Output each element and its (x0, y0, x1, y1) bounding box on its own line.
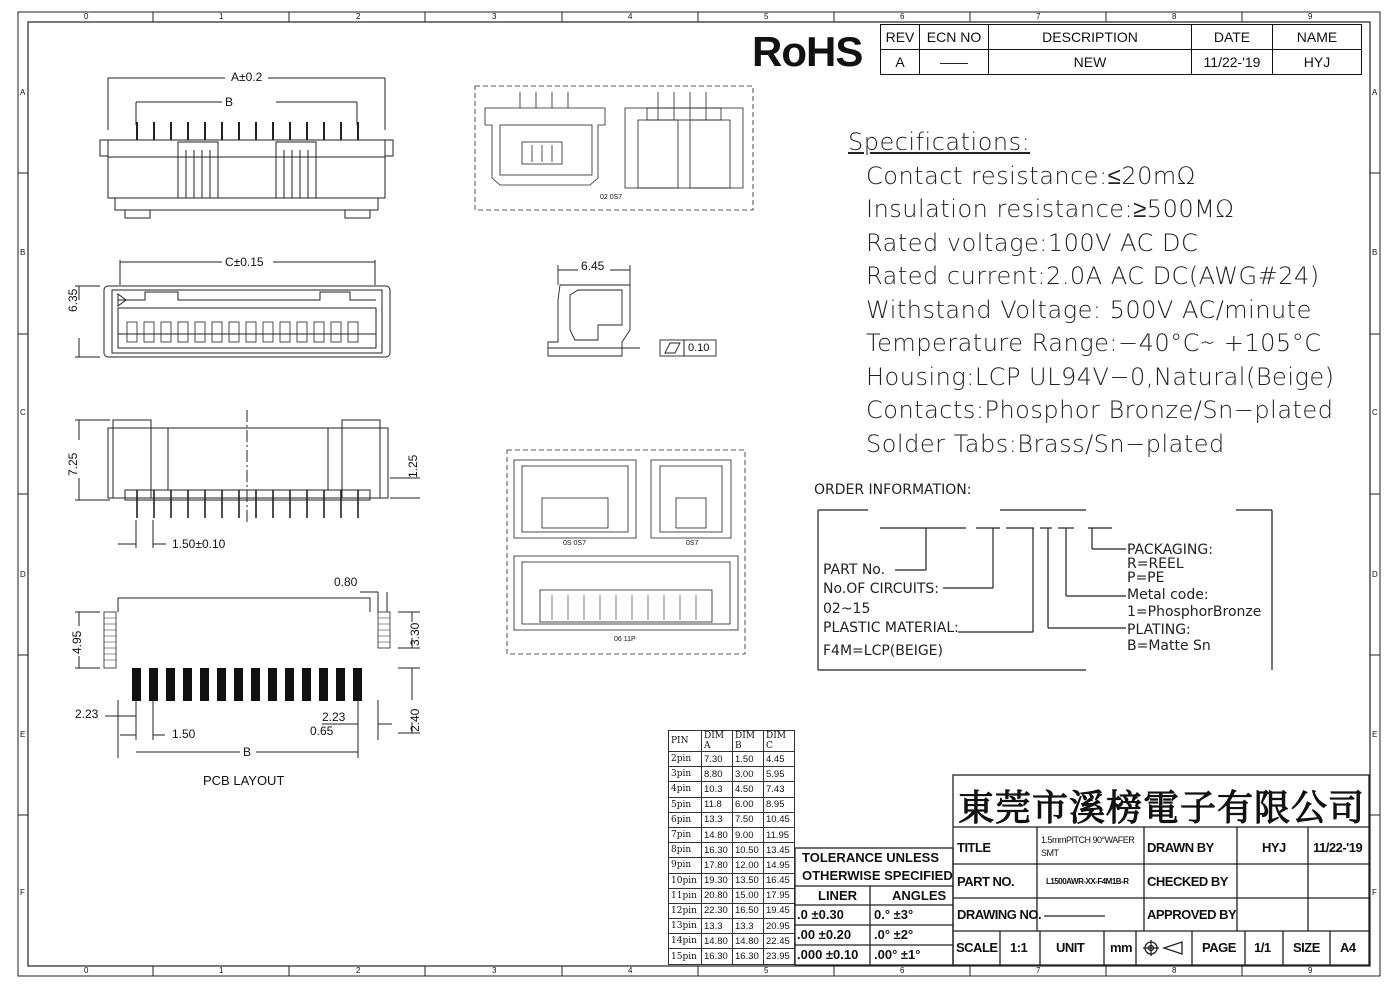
order-plating-value: B=Matte Sn (1127, 638, 1211, 654)
dim-c-cell: 14.95 (764, 858, 795, 873)
zone-col-label: 8 (1172, 966, 1177, 975)
zone-row-label: A (20, 88, 26, 97)
dim-pitch-label: 1.50±0.10 (172, 537, 226, 551)
dim-2-23-left-label: 2.23 (75, 707, 99, 721)
zone-row-label: F (20, 888, 25, 897)
dim-c-cell: 5.95 (764, 767, 795, 782)
zone-col-label: 3 (492, 12, 497, 21)
name-cell: HYJ (1273, 50, 1362, 75)
pin-count-cell: 11pin (669, 888, 702, 903)
dim-c-cell: 8.95 (764, 797, 795, 812)
pin-count-cell: 5pin (669, 797, 702, 812)
dim-a-cell: 16.30 (702, 949, 733, 964)
dim-b-cell: 7.50 (733, 812, 764, 827)
dim-table-row (669, 827, 795, 842)
dim-3-30-label: 3.30 (408, 622, 422, 646)
dim-a-cell: 22.30 (702, 903, 733, 918)
dim-b-cell: 1.50 (733, 752, 764, 767)
company-name: 東莞市溪榜電子有限公司 (958, 788, 1366, 829)
dim-b-label: B (225, 95, 234, 109)
flatness-value: 0.10 (688, 342, 710, 354)
pin-count-cell: 15pin (669, 949, 702, 964)
dim-table-row (669, 782, 795, 797)
spec-line: Temperature Range:−40°C∼ +105°C (866, 329, 1322, 357)
unit-label: UNIT (1056, 940, 1085, 955)
dim-4-95-label: 4.95 (70, 630, 84, 654)
size-value: A4 (1340, 940, 1356, 955)
pin-dimension-table (668, 730, 795, 965)
pin-count-cell: 2pin (669, 752, 702, 767)
revision-header-row (881, 25, 1362, 50)
tolerance-angle-value: 0.° ±3° (874, 907, 914, 922)
zone-col-label: 7 (1036, 966, 1041, 975)
pcb-layout-caption: PCB LAYOUT (203, 773, 285, 788)
dim-a-cell: 7.30 (702, 752, 733, 767)
dim-c-cell: 19.45 (764, 903, 795, 918)
drawn-by-date: 11/22-'19 (1313, 840, 1363, 855)
zone-col-label: 1 (219, 12, 224, 21)
pin-count-cell: 7pin (669, 827, 702, 842)
tolerance-liner-value: .00 ±0.20 (797, 927, 852, 942)
pin-count-cell: 4pin (669, 782, 702, 797)
dim-b-cell: 13.50 (733, 873, 764, 888)
dim-table-row (669, 843, 795, 858)
dim-b-pcb-label: B (243, 745, 252, 759)
dim-a-cell: 13.3 (702, 812, 733, 827)
zone-col-label: 1 (219, 966, 224, 975)
order-plating-label: PLATING: (1127, 622, 1191, 638)
drawn-by-name: HYJ (1262, 840, 1286, 855)
dim-table-row (669, 767, 795, 782)
zone-col-label: 0 (84, 966, 89, 975)
dim-a-cell: 13.3 (702, 919, 733, 934)
dim-a-cell: 17.80 (702, 858, 733, 873)
pin-count-cell: 6pin (669, 812, 702, 827)
pin-count-cell: 3pin (669, 767, 702, 782)
tolerance-liner-value: .0 ±0.30 (797, 907, 844, 922)
dim-a-cell: 11.8 (702, 797, 733, 812)
zone-col-label: 6 (900, 966, 905, 975)
zone-row-label: E (20, 730, 26, 739)
zone-col-label: 8 (1172, 12, 1177, 21)
page-value: 1/1 (1254, 940, 1271, 955)
date-cell: 11/22-'19 (1192, 50, 1273, 75)
pin-count-cell: 14pin (669, 934, 702, 949)
tolerance-liner-header: LINER (818, 888, 857, 903)
order-info-title: ORDER INFORMATION: (814, 482, 972, 498)
dim-table-row (669, 858, 795, 873)
title-label: TITLE (957, 840, 991, 855)
dim-6-35-label: 6.35 (66, 288, 80, 312)
order-circuits-range: 02~15 (823, 601, 871, 617)
zone-col-label: 6 (900, 12, 905, 21)
tolerance-liner-value: .000 ±0.10 (797, 947, 859, 962)
order-circuits-label: No.OF CIRCUITS: (823, 581, 940, 597)
dim-table-row (669, 888, 795, 903)
dim-b-cell: 13.3 (733, 919, 764, 934)
order-packaging-p: P=PE (1127, 570, 1165, 586)
spec-line: Solder Tabs:Brass/Sn−plated (866, 429, 1225, 458)
dim-table-row (669, 873, 795, 888)
rev-cell: A (881, 50, 920, 75)
spec-line: Withstand Voltage: 500V AC/minute (866, 295, 1312, 324)
spec-line: Rated current:2.0A AC DC(AWG#24) (866, 262, 1320, 290)
top-view (75, 260, 390, 357)
dim-c-cell: 20.95 (764, 919, 795, 934)
zone-row-label: C (1372, 408, 1378, 417)
description-header: DESCRIPTION (989, 25, 1192, 50)
order-plastic-value: F4M=LCP(BEIGE) (823, 643, 943, 659)
dim-c-cell: 13.45 (764, 843, 795, 858)
iso-view-top (475, 86, 753, 210)
dim-a-cell: 16.30 (702, 843, 733, 858)
zone-col-label: 4 (628, 12, 633, 21)
title-value-line2: SMT (1041, 848, 1059, 858)
view-label: 02 0S7 (600, 194, 623, 201)
dim-c-cell: 4.45 (764, 752, 795, 767)
pin-count-cell: 13pin (669, 919, 702, 934)
zone-col-label: 0 (84, 12, 89, 21)
dim-b-cell: 9.00 (733, 827, 764, 842)
dim-b-cell: 14.80 (733, 934, 764, 949)
spec-line: Insulation resistance:≥500MΩ (866, 195, 1235, 223)
tolerance-angle-value: .0° ±2° (874, 927, 914, 942)
iso-view-bottom (507, 450, 745, 654)
dim-b-cell: 4.50 (733, 782, 764, 797)
zone-row-label: D (20, 570, 26, 579)
dim-c-label: C±0.15 (225, 255, 264, 269)
dim-a-cell: 10.3 (702, 782, 733, 797)
dim-c-cell: 10.45 (764, 812, 795, 827)
dim-c-cell: 22.45 (764, 934, 795, 949)
specifications-block (848, 126, 1335, 461)
dim-b-cell: 10.50 (733, 843, 764, 858)
dim-table-row (669, 949, 795, 964)
page-label: PAGE (1202, 940, 1236, 955)
date-header: DATE (1192, 25, 1273, 50)
dim-b-cell: 16.50 (733, 903, 764, 918)
description-cell: NEW (989, 50, 1192, 75)
drawn-by-label: DRAWN BY (1147, 840, 1214, 855)
order-metal-value: 1=PhosphorBronze (1127, 604, 1262, 620)
tolerance-angle-value: .00° ±1° (874, 947, 921, 962)
pin-count-cell: 9pin (669, 858, 702, 873)
ecn-cell: —— (920, 50, 989, 75)
checked-by-label: CHECKED BY (1147, 874, 1228, 889)
dim-table-row (669, 903, 795, 918)
spec-line: Housing:LCP UL94V−0,Natural(Beige) (866, 362, 1335, 391)
dim-c-header: DIM C (764, 731, 795, 752)
title-value-line1: 1.5mmPITCH 90°WAFER (1041, 835, 1135, 845)
pin-header: PIN (669, 731, 702, 752)
dim-6-45-label: 6.45 (581, 259, 605, 273)
name-header: NAME (1273, 25, 1362, 50)
zone-col-label: 2 (356, 12, 361, 21)
dim-b-cell: 15.00 (733, 888, 764, 903)
pin-count-cell: 8pin (669, 843, 702, 858)
order-packaging-r: R=REEL (1127, 556, 1184, 572)
dim-b-header: DIM B (733, 731, 764, 752)
order-part-no-label: PART No. (823, 562, 886, 578)
dim-7-25-label: 7.25 (66, 452, 80, 476)
zone-row-label: A (1372, 88, 1378, 97)
tolerance-title-1: TOLERANCE UNLESS (802, 850, 939, 865)
dim-c-cell: 17.95 (764, 888, 795, 903)
dim-1-25-label: 1.25 (406, 454, 420, 478)
view-label: 0S7 (686, 540, 699, 547)
part-no-value: L1500AWR-XX-F4M1B-R (1046, 877, 1129, 886)
dim-table-row (669, 812, 795, 827)
dim-2-23-right-label: 2.23 (322, 710, 346, 724)
dim-a-cell: 8.80 (702, 767, 733, 782)
zone-row-label: C (20, 408, 26, 417)
specifications-title: Specifications: (848, 128, 1031, 156)
rev-header: REV (881, 25, 920, 50)
zone-col-label: 5 (764, 12, 769, 21)
zone-col-label: 4 (628, 966, 633, 975)
dim-0-80-label: 0.80 (334, 575, 358, 589)
zone-row-label: F (1372, 888, 1377, 897)
tolerance-title-2: OTHERWISE SPECIFIED (802, 868, 953, 883)
dim-table-header (669, 731, 795, 752)
dim-c-cell: 16.45 (764, 873, 795, 888)
tolerance-angles-header: ANGLES (892, 888, 947, 903)
front-view (100, 78, 393, 218)
bottom-view (75, 410, 420, 548)
dim-c-cell: 7.43 (764, 782, 795, 797)
zone-row-label: B (1372, 248, 1378, 257)
spec-line: Contacts:Phosphor Bronze/Sn−plated (866, 396, 1334, 424)
dim-table-row (669, 934, 795, 949)
revision-table (880, 24, 1362, 75)
approved-by-label: APPROVED BY (1147, 907, 1237, 922)
ecn-header: ECN NO (920, 25, 989, 50)
dim-table-row (669, 797, 795, 812)
zone-row-label: B (20, 248, 26, 257)
view-label: 0S 0S7 (563, 540, 586, 547)
revision-row (881, 50, 1362, 75)
zone-row-label: D (1372, 570, 1378, 579)
dim-a-label: A±0.2 (231, 70, 263, 84)
spec-line: Rated voltage:100V AC DC (866, 228, 1199, 257)
view-label: 06 11P (614, 636, 636, 643)
order-plastic-label: PLASTIC MATERIAL: (823, 620, 959, 636)
dim-table-body (669, 752, 795, 965)
dim-2-40-label: 2.40 (408, 708, 422, 732)
zone-col-label: 5 (764, 966, 769, 975)
dim-b-cell: 3.00 (733, 767, 764, 782)
dim-0-65-label: 0.65 (310, 724, 334, 738)
unit-value: mm (1110, 940, 1133, 955)
dim-a-cell: 19.30 (702, 873, 733, 888)
dim-a-cell: 14.80 (702, 934, 733, 949)
dim-b-cell: 6.00 (733, 797, 764, 812)
pin-count-cell: 12pin (669, 903, 702, 918)
order-packaging-label: PACKAGING: (1127, 542, 1213, 558)
dim-a-cell: 14.80 (702, 827, 733, 842)
drawing-no-label: DRAWING NO. (957, 907, 1042, 922)
scale-label: SCALE (956, 940, 998, 955)
size-label: SIZE (1293, 940, 1320, 955)
zone-col-label: 9 (1308, 12, 1313, 21)
part-no-label: PART NO. (957, 874, 1015, 889)
zone-col-label: 7 (1036, 12, 1041, 21)
scale-value: 1:1 (1010, 940, 1028, 955)
dim-b-cell: 12.00 (733, 858, 764, 873)
dim-c-cell: 23.95 (764, 949, 795, 964)
dim-table-row (669, 919, 795, 934)
zone-row-label: E (1372, 730, 1378, 739)
dim-c-cell: 11.95 (764, 827, 795, 842)
pin-count-cell: 10pin (669, 873, 702, 888)
dim-a-cell: 20.80 (702, 888, 733, 903)
dim-a-header: DIM A (702, 731, 733, 752)
dim-1-50-label: 1.50 (172, 727, 196, 741)
zone-col-label: 3 (492, 966, 497, 975)
dim-table-row (669, 752, 795, 767)
dim-b-cell: 16.30 (733, 949, 764, 964)
zone-col-label: 2 (356, 966, 361, 975)
pcb-layout-view (75, 592, 420, 758)
rohs-mark: RoHS (752, 28, 863, 75)
spec-line: Contact resistance:≤20mΩ (866, 161, 1196, 190)
zone-col-label: 9 (1308, 966, 1313, 975)
order-metal-label: Metal code: (1127, 587, 1209, 603)
